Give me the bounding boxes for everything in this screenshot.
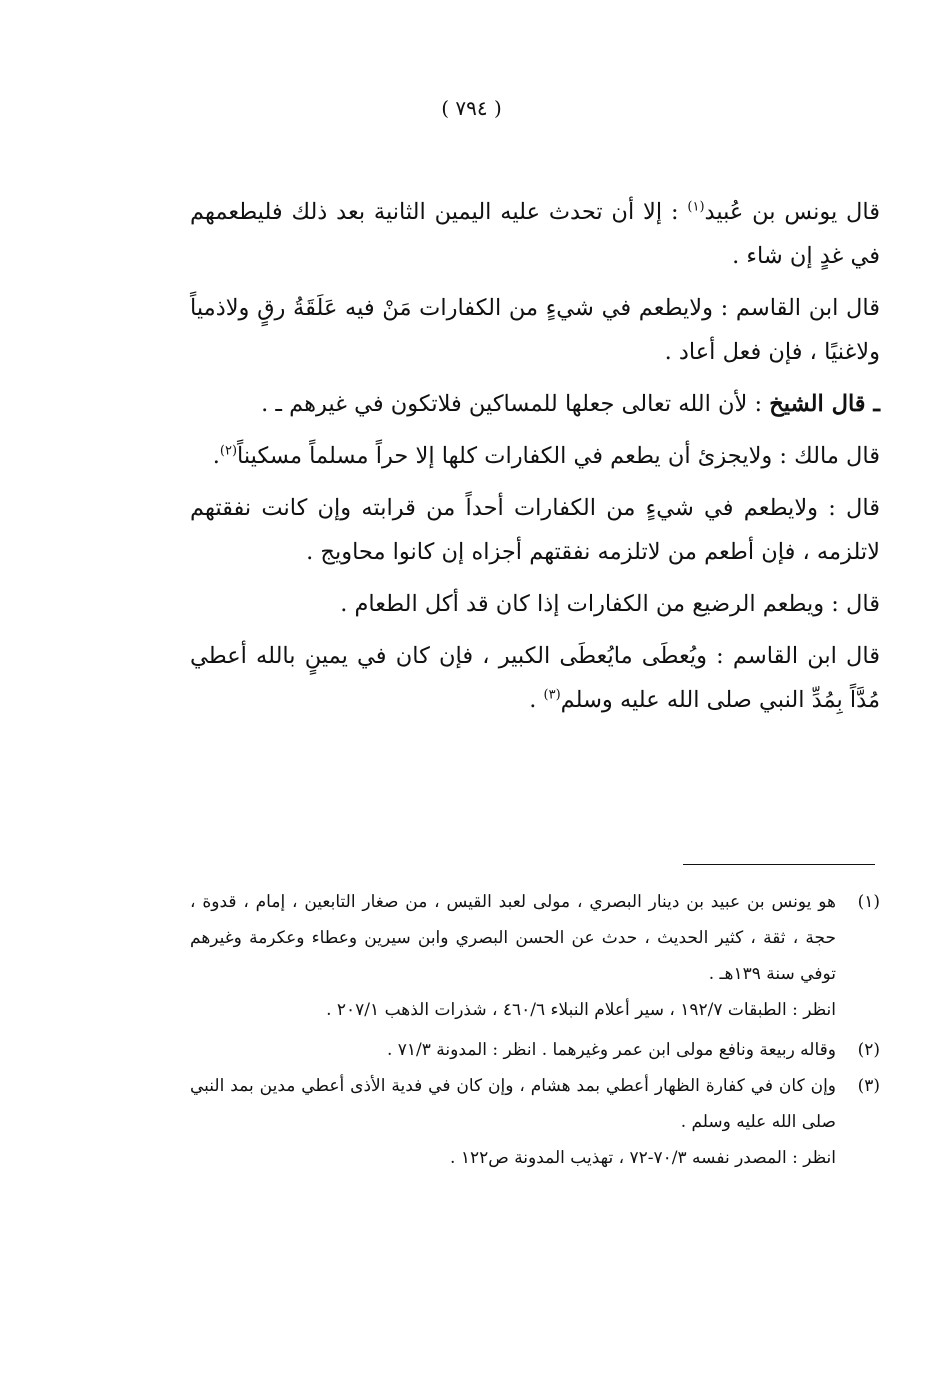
paragraph-7 <box>190 634 880 722</box>
paragraph-text: قال ابن القاسم : ويُعطَى مايُعطَى الكبير ، فإن كان في يمينٍ بالله أعطي مُدَّاً بِمُدِّ النبي صلى الله عليه وسلم <box>190 643 880 713</box>
paragraph-text: : لأن الله تعالى جعلها للمساكين فلاتكون في غيرهم ـ . <box>261 391 770 417</box>
footnote-text: وإن كان في كفارة الظهار أعطي بمد هشام ، وإن كان في فدية الأذى أعطي مدين بمد النبي صلى الله عليه وسلم . <box>190 1076 836 1132</box>
sheikh-label: ـ قال الشيخ <box>769 391 880 417</box>
footnote-number: (١) <box>857 892 880 912</box>
main-text <box>190 190 880 730</box>
paragraph-text: : إلا أن تحدث عليه اليمين الثانية بعد ذلك فليطعمهم في غدٍ إن شاء . <box>190 199 880 269</box>
paragraph-4 <box>190 434 880 478</box>
paragraph-text: قال يونس بن عُبيد <box>704 199 881 225</box>
footnote-divider <box>683 864 875 865</box>
footnote-number: (٢) <box>857 1040 880 1060</box>
footnote-ref-1[interactable]: (١) <box>687 199 705 215</box>
footnote-reference: انظر : المصدر نفسه ٧٠/٣-٧٢ ، تهذيب المدونة ص١٢٢ . <box>450 1148 836 1168</box>
paragraph-text: . <box>529 687 544 713</box>
paragraph-6 <box>190 582 880 626</box>
paragraph-2 <box>190 286 880 374</box>
paragraph-text: قال : ويطعم الرضيع من الكفارات إذا كان قد أكل الطعام . <box>340 591 880 617</box>
page-number: ( ٧٩٤ ) <box>441 96 502 120</box>
paragraph-3 <box>190 382 880 426</box>
paragraph-text: قال ابن القاسم : ولايطعم في شيءٍ من الكفارات مَنْ فيه عَلَقَةُ رقٍ ولاذمياً ولاغنيًا ، فإن فعل أعاد . <box>190 295 880 365</box>
footnote-number: (٣) <box>857 1076 880 1096</box>
footnotes <box>190 884 880 1180</box>
footnote-3 <box>190 1068 880 1180</box>
footnote-reference: انظر : الطبقات ١٩٢/٧ ، سير أعلام النبلاء ٤٦٠/٦ ، شذرات الذهب ٢٠٧/١ . <box>326 1000 836 1020</box>
footnote-ref-2[interactable]: (٢) <box>219 443 238 459</box>
paragraph-5 <box>190 486 880 574</box>
footnote-text: هو يونس بن عبيد بن دينار البصري ، مولى لعبد القيس ، من صغار التابعين ، إمام ، قدوة ، حجة ، ثقة ، كثير الحديث ، حدث عن الحسن البصري وابن سيرين وعطاء وعكرمة وغيرهم توفي سنة ١٣٩هـ . <box>190 892 836 984</box>
footnote-2 <box>190 1032 880 1068</box>
footnote-ref-3[interactable]: (٣) <box>543 687 561 703</box>
footnote-1 <box>190 884 880 1032</box>
paragraph-text: قال : ولايطعم في شيءٍ من الكفارات أحداً من قرابته وإن كانت نفقتهم لاتلزمه ، فإن أطعم من لاتلزمه نفقتهم أجزاه إن كانوا محاويج . <box>190 495 880 565</box>
paragraph-1 <box>190 190 880 278</box>
paragraph-text: . <box>212 443 220 469</box>
paragraph-text: قال مالك : ولايجزئ أن يطعم في الكفارات كلها إلا حراً مسلماً مسكيناً <box>237 443 880 469</box>
footnote-text: وقاله ربيعة ونافع مولى ابن عمر وغيرهما . انظر : المدونة ٧١/٣ . <box>386 1040 836 1060</box>
